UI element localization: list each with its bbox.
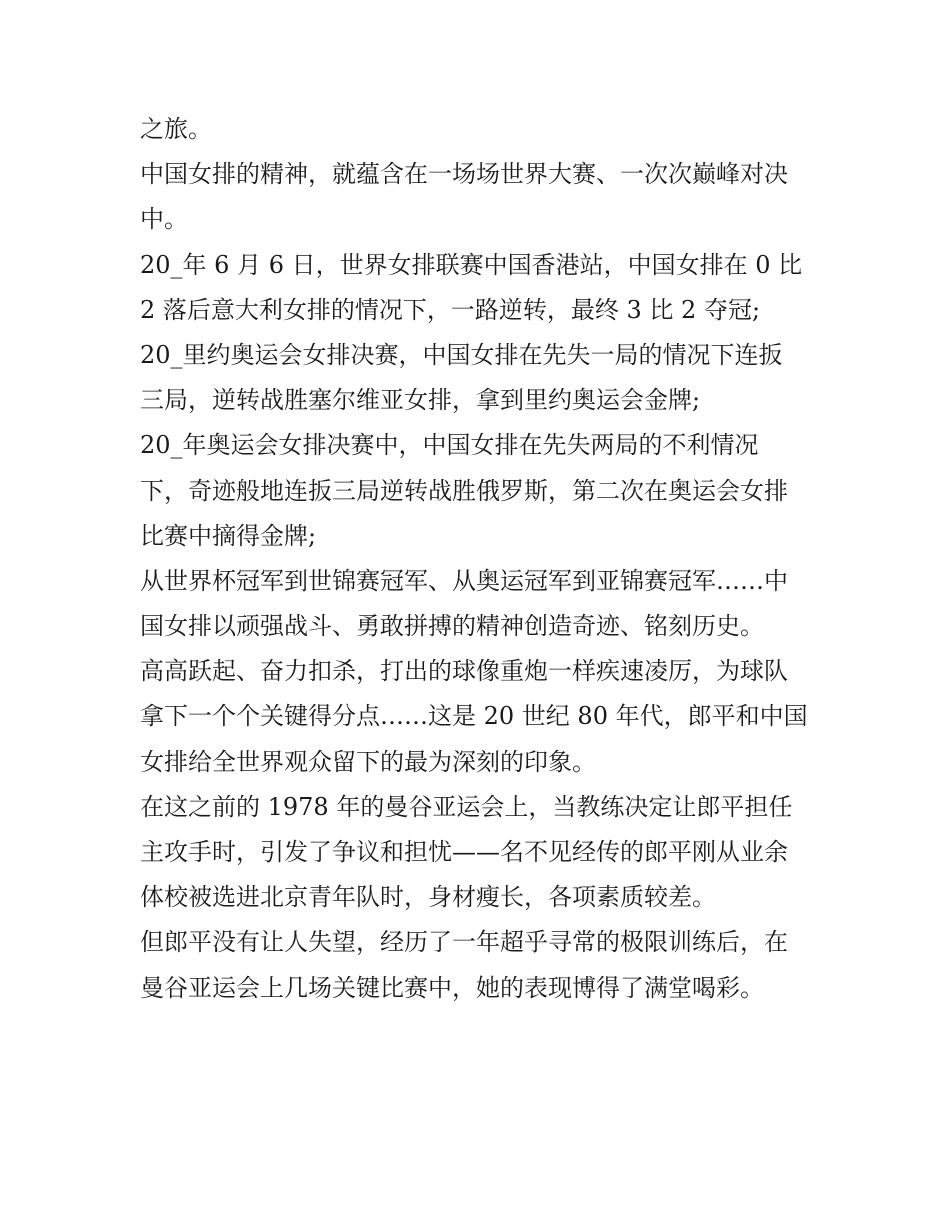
- text-line: 在这之前的 1978 年的曼谷亚运会上，当教练决定让郎平担任: [140, 792, 793, 821]
- text-line: 20_里约奥运会女排决赛，中国女排在先失一局的情况下连扳: [140, 340, 783, 369]
- text-line: 比赛中摘得金牌;: [140, 521, 317, 550]
- text-line: 国女排以顽强战斗、勇敢拼搏的精神创造奇迹、铭刻历史。: [140, 612, 764, 641]
- text-line: 拿下一个个关键得分点……这是 20 世纪 80 年代，郎平和中国: [140, 702, 808, 731]
- text-line: 女排给全世界观众留下的最为深刻的印象。: [140, 747, 596, 776]
- text-line: 但郎平没有让人失望，经历了一年超乎寻常的极限训练后，在: [140, 928, 788, 957]
- text-line: 20_年 6 月 6 日，世界女排联赛中国香港站，中国女排在 0 比: [140, 250, 803, 279]
- text-line: 曼谷亚运会上几场关键比赛中，她的表现博得了满堂喝彩。: [140, 973, 764, 1002]
- text-line: 20_年奥运会女排决赛中，中国女排在先失两局的不利情况: [140, 431, 759, 460]
- document-body: [140, 107, 820, 1011]
- text-line: 体校被选进北京青年队时，身材瘦长，各项素质较差。: [140, 883, 716, 912]
- text-line: 高高跃起、奋力扣杀，打出的球像重炮一样疾速凌厉，为球队: [140, 657, 788, 686]
- text-line: 2 落后意大利女排的情况下，一路逆转，最终 3 比 2 夺冠;: [140, 295, 761, 324]
- text-line: 中。: [140, 205, 188, 234]
- text-line: 从世界杯冠军到世锦赛冠军、从奥运冠军到亚锦赛冠军……中: [140, 566, 788, 595]
- text-line: 之旅。: [140, 115, 212, 143]
- text-line: 下，奇迹般地连扳三局逆转战胜俄罗斯，第二次在奥运会女排: [140, 476, 788, 505]
- text-line: 三局，逆转战胜塞尔维亚女排，拿到里约奥运会金牌;: [140, 386, 701, 415]
- text-line: 中国女排的精神，就蕴含在一场场世界大赛、一次次巅峰对决: [140, 160, 788, 189]
- text-line: 主攻手时，引发了争议和担忧——名不见经传的郎平刚从业余: [140, 838, 788, 866]
